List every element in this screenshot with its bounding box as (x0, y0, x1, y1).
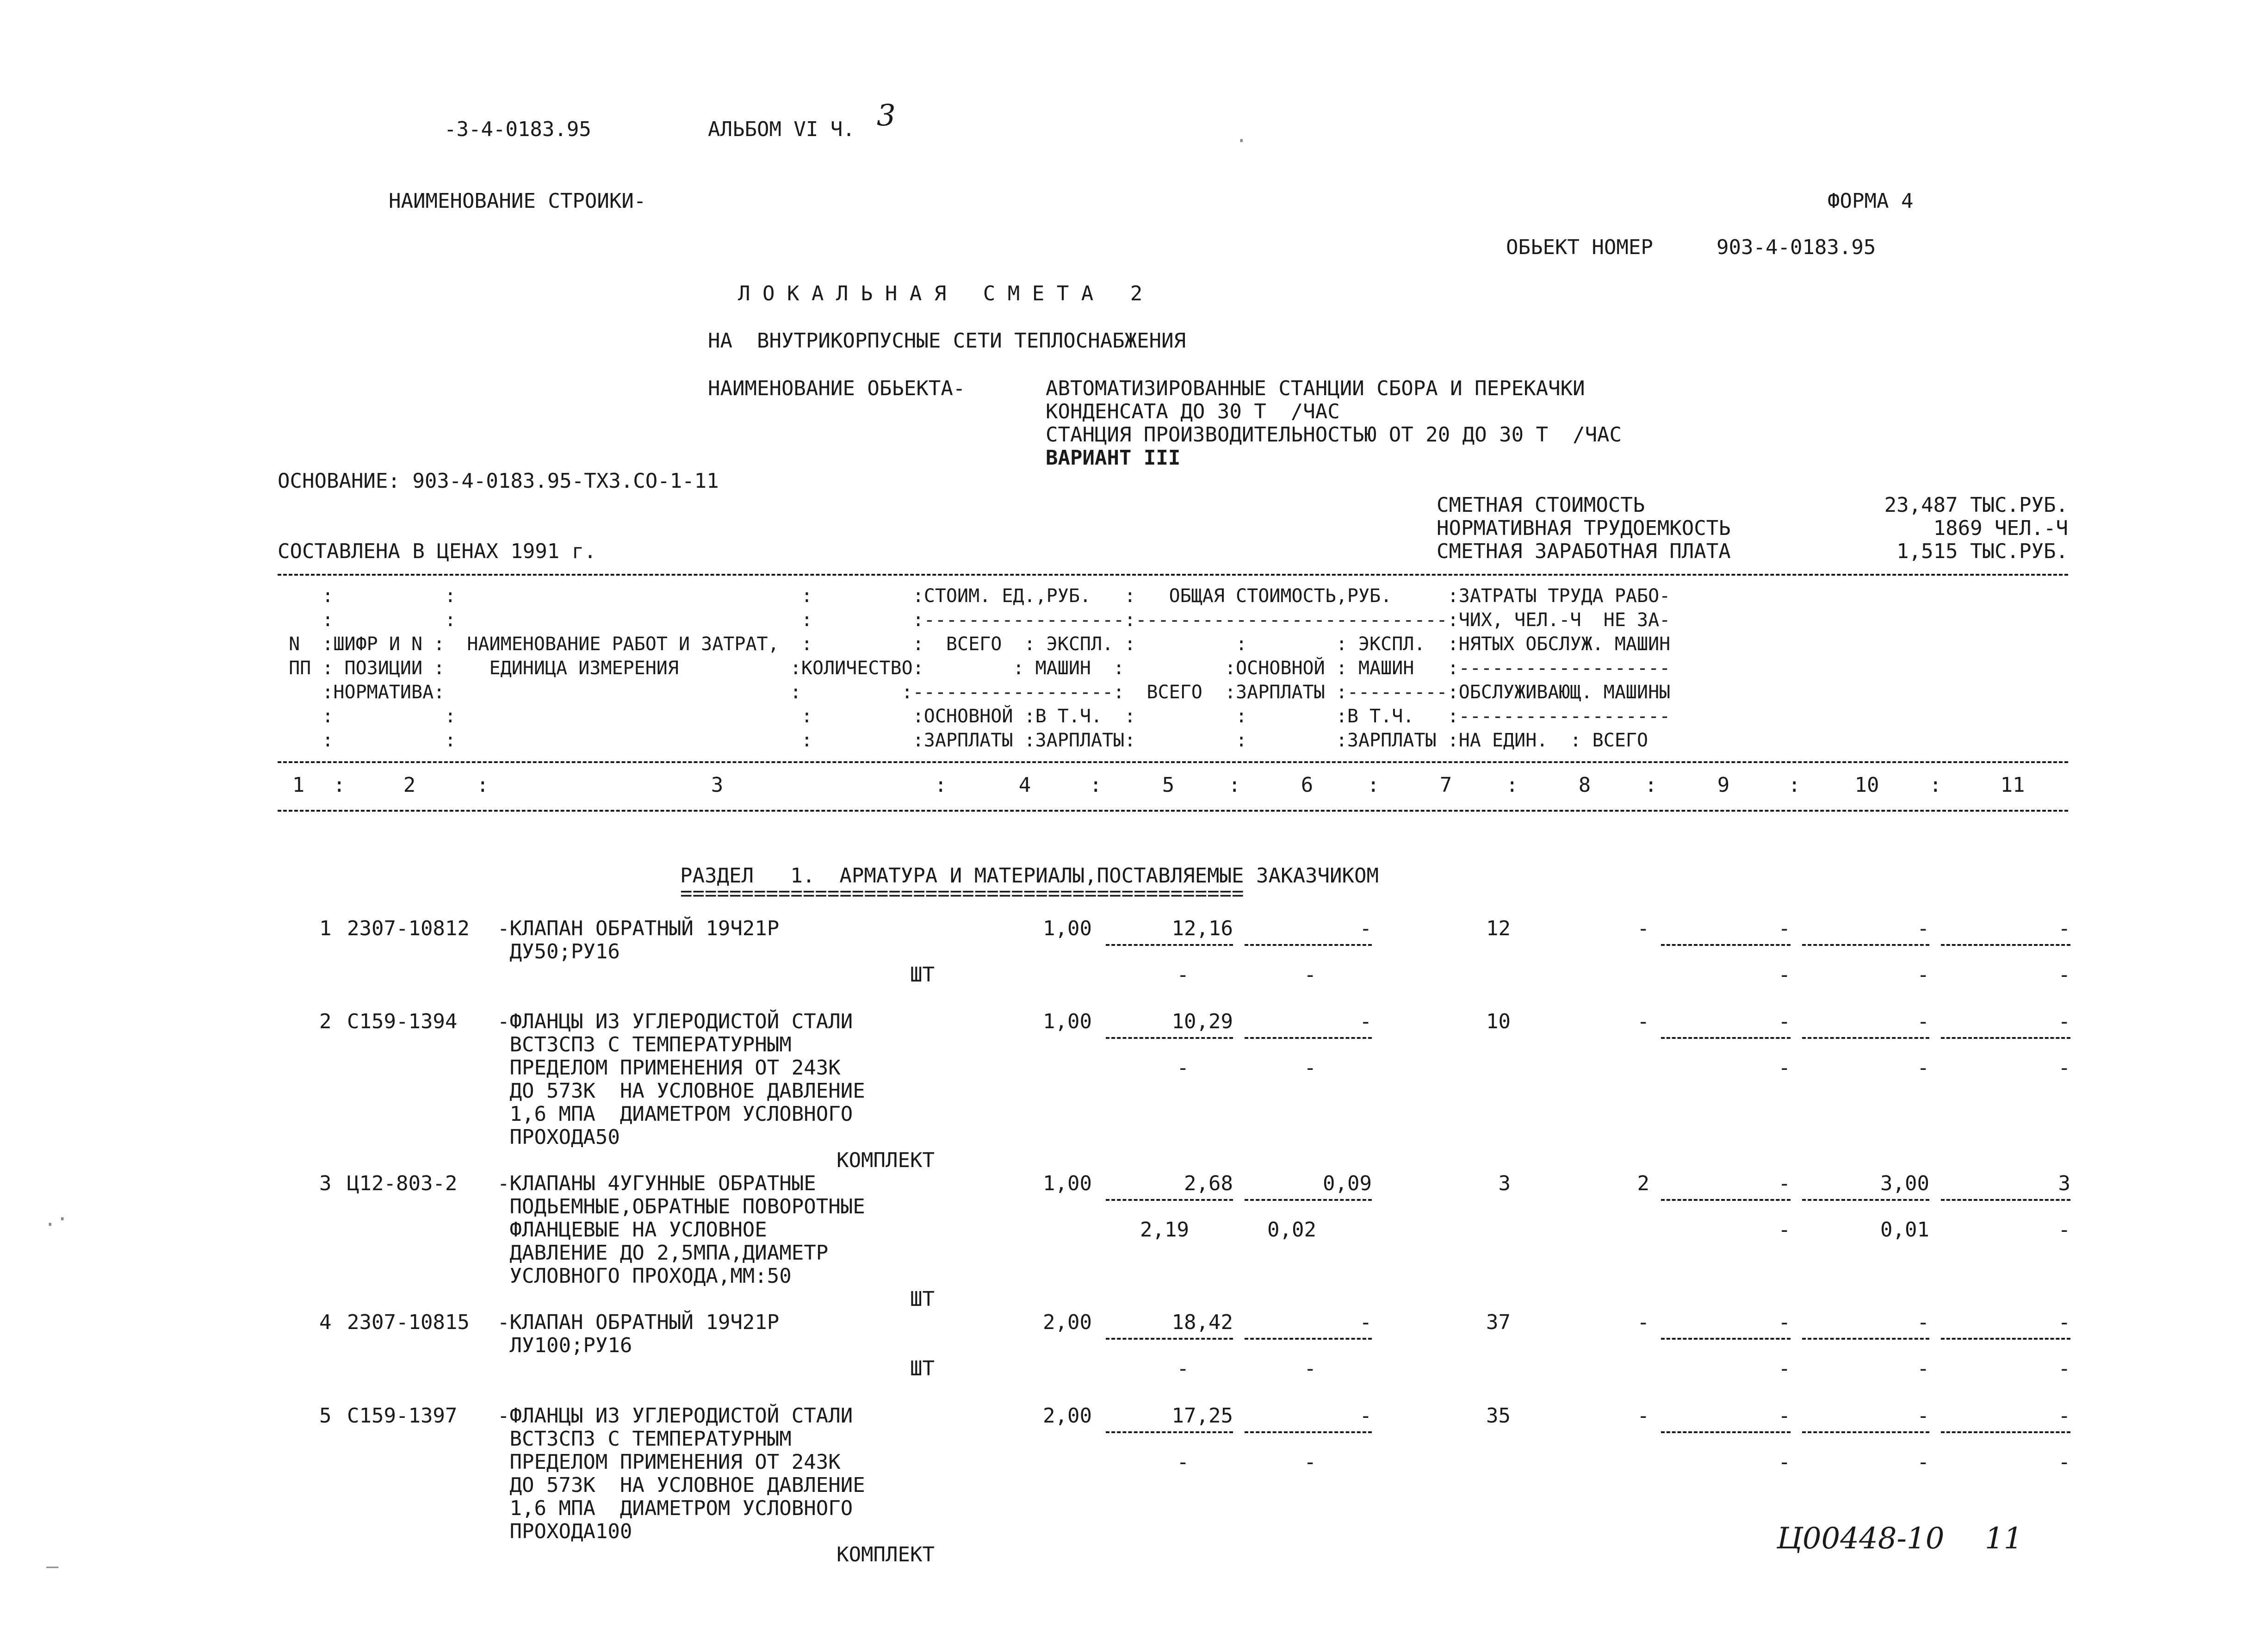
row-code: 2307-10815 (347, 1311, 470, 1334)
row-divider (1661, 1338, 1791, 1340)
row-machine-wages: - (1304, 963, 1316, 987)
row-labor-unit-service: - (1917, 1450, 1929, 1474)
row-divider (1941, 944, 2070, 946)
handwritten-code: Ц00448-10 (1777, 1522, 1945, 1556)
object-name-line: ВАРИАНТ III (1046, 446, 1181, 470)
row-labor-total-service: - (2058, 1218, 2070, 1242)
row-name-line: 1,6 МПА ДИАМЕТРОМ УСЛОВНОГО (497, 1497, 853, 1520)
row-divider (1106, 1037, 1233, 1039)
row-unit-cost-total: 18,42 (1171, 1311, 1233, 1334)
row-divider (1245, 1338, 1372, 1340)
row-labor-unit: - (1917, 917, 1929, 940)
basis-line: ОСНОВАНИЕ: 903-4-0183.95-ТХ3.СО-1-11 (278, 469, 719, 493)
header-line: : : : :ЗАРПЛАТЫ :ЗАРПЛАТЫ: : :ЗАРПЛАТЫ :НА ЕДИН. : ВСЕГО (278, 730, 1648, 751)
row-total-wages: - (1637, 1404, 1649, 1428)
object-number: 903-4-0183.95 (1716, 236, 1876, 259)
column-separators: : (333, 773, 346, 797)
column-separators: : (1788, 773, 1801, 797)
row-base-wages: - (1177, 1450, 1189, 1474)
row-machine-wages: - (1304, 1357, 1316, 1380)
row-divider (1661, 1199, 1791, 1201)
scan-mark: .· (44, 1207, 68, 1231)
summary-value: 1869 ЧЕЛ.-Ч (1933, 516, 2068, 540)
column-separators: : (1090, 773, 1102, 797)
row-divider (1941, 1037, 2070, 1039)
row-unit-cost-total: 12,16 (1171, 917, 1233, 940)
row-machine-wages: 0,02 (1267, 1218, 1316, 1242)
column-number: 6 (1301, 773, 1314, 797)
row-unit: ШТ (910, 1287, 935, 1311)
row-unit: ШТ (910, 963, 935, 987)
row-labor-unit: - (1917, 1404, 1929, 1428)
row-divider (1802, 1431, 1929, 1433)
column-separators: : (1228, 773, 1241, 797)
estimate-subject: НА ВНУТРИКОРПУСНЫЕ СЕТИ ТЕПЛОСНАБЖЕНИЯ (708, 329, 1186, 353)
row-labor-total-service: - (2058, 1450, 2070, 1474)
row-number: 3 (319, 1172, 332, 1195)
row-total-machines: - (1778, 1311, 1791, 1334)
header-line: N :ШИФР И N : НАИМЕНОВАНИЕ РАБОТ И ЗАТРАТ, : : ВСЕГО : ЭКСПЛ. : : : ЭКСПЛ. :НЯТЫХ ОБСЛУЖ. МАШИН (278, 634, 1671, 655)
row-total-cost: 12 (1486, 917, 1511, 940)
row-unit: КОМПЛЕКТ (837, 1149, 935, 1172)
row-unit-cost-machines: 0,09 (1323, 1172, 1372, 1195)
row-name-line: ПРЕДЕЛОМ ПРИМЕНЕНИЯ ОТ 243К (497, 1450, 841, 1474)
column-number: 1 (292, 773, 305, 797)
column-number: 8 (1578, 773, 1591, 797)
row-code: С159-1397 (347, 1404, 458, 1428)
row-name-line: -ФЛАНЦЫ ИЗ УГЛЕРОДИСТОЙ СТАЛИ (497, 1010, 853, 1033)
object-name-line: СТАНЦИЯ ПРОИЗВОДИТЕЛЬНОСТЬЮ ОТ 20 ДО 30 Т /ЧАС (1046, 423, 1622, 447)
row-name-line: ЛУ100;РУ16 (497, 1334, 632, 1357)
row-labor-total: 3 (2058, 1172, 2070, 1195)
row-name-line: ВСТ3СП3 С ТЕМПЕРАТУРНЫМ (497, 1427, 792, 1451)
row-divider (1661, 1037, 1791, 1039)
document-code: -3-4-0183.95 (444, 118, 591, 141)
column-separators: : (935, 773, 947, 797)
row-number: 1 (319, 917, 332, 940)
row-total-cost: 35 (1486, 1404, 1511, 1428)
row-unit-cost-total: 17,25 (1171, 1404, 1233, 1428)
header-line: :НОРМАТИВА: : :------------------: ВСЕГО :ЗАРПЛАТЫ :---------:ОБСЛУЖИВАЮЩ. МАШИНЫ (278, 682, 1671, 703)
row-labor-unit-service: - (1917, 1056, 1929, 1080)
row-total-wages: - (1637, 917, 1649, 940)
estimate-heading: Л О К А Л Ь Н А Я С М Е Т А 2 (738, 282, 1143, 305)
row-divider (1941, 1338, 2070, 1340)
section-underline: ============================================== (680, 882, 1244, 905)
row-name-line: -КЛАПАН ОБРАТНЫЙ 19Ч21Р (497, 1311, 780, 1334)
row-quantity: 1,00 (1043, 1172, 1092, 1195)
row-unit-cost-machines: - (1359, 917, 1372, 940)
object-number-label: ОБЬЕКТ НОМЕР (1506, 236, 1653, 259)
column-number: 11 (2000, 773, 2025, 797)
row-labor-unit-service: - (1917, 1357, 1929, 1380)
row-divider (1106, 1199, 1233, 1201)
row-total-wages: - (1637, 1311, 1649, 1334)
row-divider (1245, 1431, 1372, 1433)
header-line: ПП : ПОЗИЦИИ : ЕДИНИЦА ИЗМЕРЕНИЯ :КОЛИЧЕСТВО: : МАШИН : :ОСНОВНОЙ : МАШИН :------------------- (278, 658, 1671, 679)
row-unit-cost-machines: - (1359, 1010, 1372, 1033)
header-line: : : : :ОСНОВНОЙ :В Т.Ч. : : :В Т.Ч. :------------------- (278, 706, 1671, 727)
row-divider (1802, 944, 1929, 946)
row-divider (1106, 1431, 1233, 1433)
summary-value: 1,515 ТЫС.РУБ. (1896, 540, 2068, 563)
row-quantity: 2,00 (1043, 1404, 1092, 1428)
row-machine-wages: - (1304, 1056, 1316, 1080)
row-number: 4 (319, 1311, 332, 1334)
row-quantity: 1,00 (1043, 917, 1092, 940)
row-name-line: ДУ50;РУ16 (497, 940, 620, 963)
prices-line: СОСТАВЛЕНА В ЦЕНАХ 1991 г. (278, 540, 596, 563)
row-divider (1941, 1199, 2070, 1201)
rule-colnum-bottom (278, 810, 2068, 812)
row-base-wages: - (1177, 963, 1189, 987)
construction-label: НАИМЕНОВАНИЕ СТРОИКИ- (389, 189, 646, 213)
row-unit: КОМПЛЕКТ (837, 1543, 935, 1566)
summary-label: НОРМАТИВНАЯ ТРУДОЕМКОСТЬ (1437, 516, 1731, 540)
row-name-line: ФЛАНЦЕВЫЕ НА УСЛОВНОЕ (497, 1218, 767, 1242)
row-machine-wages: - (1304, 1450, 1316, 1474)
summary-values (1781, 494, 2068, 563)
row-labor-total: - (2058, 1010, 2070, 1033)
row-code: Ц12-803-2 (347, 1172, 458, 1195)
row-name-line: 1,6 МПА ДИАМЕТРОМ УСЛОВНОГО (497, 1102, 853, 1126)
row-total-machine-wages: - (1778, 1357, 1791, 1380)
table-header (278, 584, 2068, 752)
row-code: 2307-10812 (347, 917, 470, 940)
row-labor-unit-service: 0,01 (1880, 1218, 1929, 1242)
album-part-handwritten: 3 (877, 99, 896, 133)
column-separators: : (1367, 773, 1380, 797)
album-label: АЛЬБОМ VI Ч. (708, 118, 855, 141)
column-number: 4 (1018, 773, 1031, 797)
column-number: 9 (1717, 773, 1730, 797)
row-name-line: ДО 573К НА УСЛОВНОЕ ДАВЛЕНИЕ (497, 1473, 865, 1497)
row-labor-total-service: - (2058, 1056, 2070, 1080)
row-total-wages: - (1637, 1010, 1649, 1033)
row-total-wages: 2 (1637, 1172, 1649, 1195)
object-name-line: КОНДЕНСАТА ДО 30 Т /ЧАС (1046, 400, 1340, 423)
row-name-line: -ФЛАНЦЫ ИЗ УГЛЕРОДИСТОЙ СТАЛИ (497, 1404, 853, 1428)
row-name-line: УСЛОВНОГО ПРОХОДА,ММ:50 (497, 1264, 792, 1288)
page-number: 11 (1985, 1522, 2023, 1556)
row-unit-cost-total: 2,68 (1184, 1172, 1233, 1195)
row-number: 5 (319, 1404, 332, 1428)
row-labor-total: - (2058, 1404, 2070, 1428)
row-name-line: -КЛАПАНЫ 4УГУННЫЕ ОБРАТНЫЕ (497, 1172, 816, 1195)
row-unit-cost-machines: - (1359, 1311, 1372, 1334)
row-name-line: ПРЕДЕЛОМ ПРИМЕНЕНИЯ ОТ 243К (497, 1056, 841, 1080)
summary-label: СМЕТНАЯ ЗАРАБОТНАЯ ПЛАТА (1437, 540, 1731, 563)
row-divider (1941, 1431, 2070, 1433)
row-name-line: ПОДЬЕМНЫЕ,ОБРАТНЫЕ ПОВОРОТНЫЕ (497, 1195, 865, 1218)
row-divider (1245, 944, 1372, 946)
row-total-machines: - (1778, 1404, 1791, 1428)
row-unit: ШТ (910, 1357, 935, 1380)
row-labor-total-service: - (2058, 1357, 2070, 1380)
row-name-line: -КЛАПАН ОБРАТНЫЙ 19Ч21Р (497, 917, 780, 940)
row-total-machine-wages: - (1778, 1450, 1791, 1474)
row-divider (1802, 1338, 1929, 1340)
row-total-machines: - (1778, 1010, 1791, 1033)
summary-value: 23,487 ТЫС.РУБ. (1884, 493, 2068, 517)
row-divider (1802, 1199, 1929, 1201)
form-label: ФОРМА 4 (1828, 189, 1914, 213)
section-title: РАЗДЕЛ 1. АРМАТУРА И МАТЕРИАЛЫ,ПОСТАВЛЯЕМЫЕ ЗАКАЗЧИКОМ (680, 864, 1379, 888)
row-labor-unit: 3,00 (1880, 1172, 1929, 1195)
row-code: С159-1394 (347, 1010, 458, 1033)
scan-mark: . (1235, 124, 1248, 147)
column-number: 10 (1854, 773, 1879, 797)
row-unit-cost-machines: - (1359, 1404, 1372, 1428)
row-divider (1802, 1037, 1929, 1039)
row-total-cost: 10 (1486, 1010, 1511, 1033)
row-name-line: ДАВЛЕНИЕ ДО 2,5МПА,ДИАМЕТР (497, 1241, 829, 1265)
row-divider (1106, 1338, 1233, 1340)
summary-label: СМЕТНАЯ СТОИМОСТЬ (1437, 493, 1645, 517)
row-total-cost: 37 (1486, 1311, 1511, 1334)
row-total-machines: - (1778, 1172, 1791, 1195)
row-total-cost: 3 (1498, 1172, 1511, 1195)
row-divider (1245, 1037, 1372, 1039)
row-name-line: ДО 573К НА УСЛОВНОЕ ДАВЛЕНИЕ (497, 1079, 865, 1103)
row-name-line: ВСТ3СП3 С ТЕМПЕРАТУРНЫМ (497, 1033, 792, 1056)
row-name-line: ПРОХОДА50 (497, 1125, 620, 1149)
row-unit-cost-total: 10,29 (1171, 1010, 1233, 1033)
row-name-line: ПРОХОДА100 (497, 1520, 632, 1543)
row-base-wages: 2,19 (1140, 1218, 1189, 1242)
object-name (1046, 377, 1622, 470)
header-line: : : : :------------------:----------------------------:ЧИХ, ЧЕЛ.-Ч НЕ ЗА- (278, 609, 1671, 631)
row-total-machine-wages: - (1778, 963, 1791, 987)
row-divider (1661, 944, 1791, 946)
row-labor-unit: - (1917, 1010, 1929, 1033)
column-number: 2 (403, 773, 416, 797)
header-line: : : : :СТОИМ. ЕД.,РУБ. : ОБЩАЯ СТОИМОСТЬ,РУБ. :ЗАТРАТЫ ТРУДА РАБО- (278, 585, 1671, 607)
row-divider (1661, 1431, 1791, 1433)
row-labor-unit: - (1917, 1311, 1929, 1334)
column-number: 3 (711, 773, 724, 797)
row-divider (1245, 1199, 1372, 1201)
row-quantity: 1,00 (1043, 1010, 1092, 1033)
object-name-label: НАИМЕНОВАНИЕ ОБЬЕКТА- (708, 377, 966, 400)
row-base-wages: - (1177, 1357, 1189, 1380)
column-separators: : (1645, 773, 1657, 797)
rule-top (278, 574, 2068, 576)
column-numbers (0, 774, 2268, 797)
summary-block (1437, 494, 1731, 563)
column-separators: : (1506, 773, 1518, 797)
row-quantity: 2,00 (1043, 1311, 1092, 1334)
row-labor-unit-service: - (1917, 963, 1929, 987)
row-base-wages: - (1177, 1056, 1189, 1080)
row-total-machine-wages: - (1778, 1218, 1791, 1242)
row-total-machines: - (1778, 917, 1791, 940)
column-separators: : (1929, 773, 1942, 797)
column-separators: : (477, 773, 489, 797)
object-name-line: АВТОМАТИЗИРОВАННЫЕ СТАНЦИИ СБОРА И ПЕРЕКАЧКИ (1046, 377, 1585, 400)
row-labor-total: - (2058, 917, 2070, 940)
row-labor-total-service: - (2058, 963, 2070, 987)
scan-mark: – (46, 1554, 59, 1578)
row-divider (1106, 944, 1233, 946)
column-number: 5 (1162, 773, 1175, 797)
row-labor-total: - (2058, 1311, 2070, 1334)
rule-header-bottom (278, 761, 2068, 763)
column-number: 7 (1439, 773, 1452, 797)
row-number: 2 (319, 1010, 332, 1033)
row-total-machine-wages: - (1778, 1056, 1791, 1080)
